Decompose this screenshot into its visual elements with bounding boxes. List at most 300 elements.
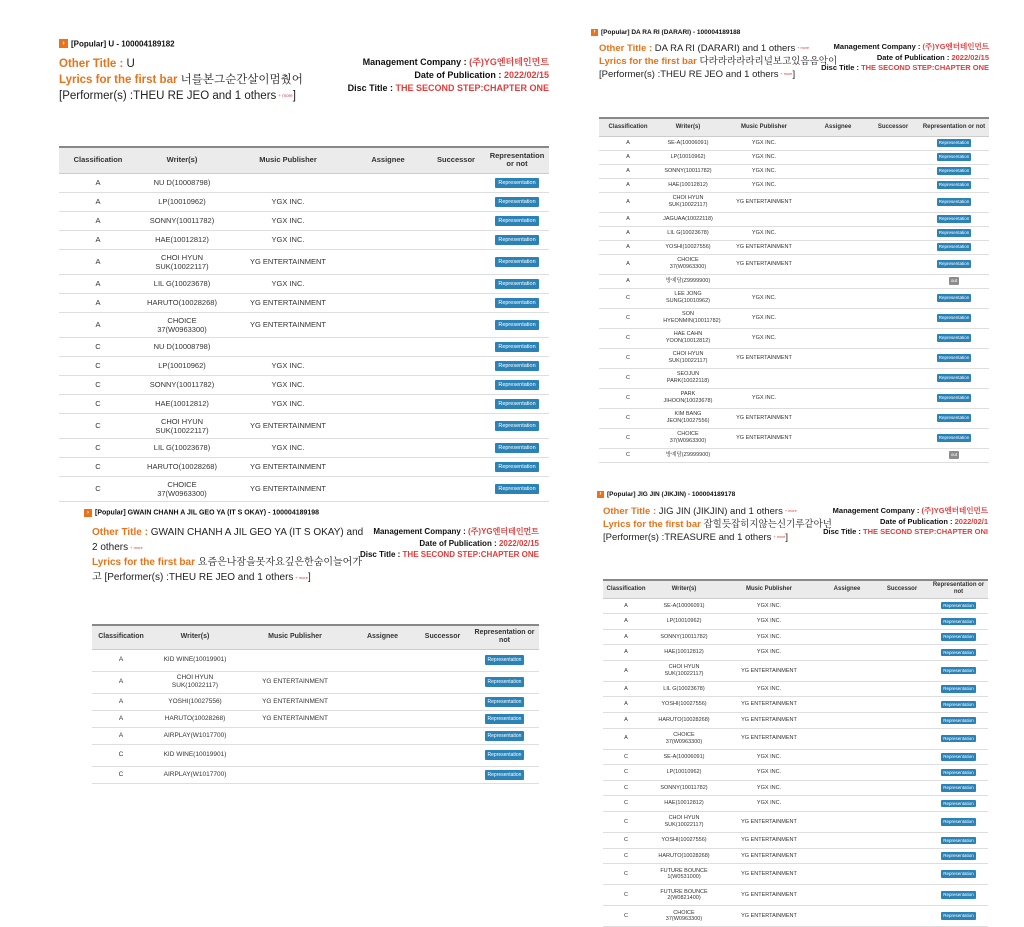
representation-cell [929, 629, 988, 645]
representation-cell [919, 368, 989, 388]
writers-header: Writer(s) [150, 625, 240, 649]
representation-button[interactable]: Representation [943, 819, 974, 825]
writer-cell [657, 328, 719, 348]
assignee-cell [819, 728, 875, 749]
other-title-more-link[interactable]: + more [784, 509, 797, 513]
successor-cell [415, 671, 470, 693]
representation-cell [929, 749, 988, 765]
representation-button[interactable]: Representation [495, 178, 538, 189]
lyrics-value: 요즘은나잠을못자요깊은한숨이늘어가고 [92, 557, 363, 584]
publisher-cell [240, 744, 350, 766]
representation-cell [929, 833, 988, 849]
date-value: 2022/02/15 [503, 70, 549, 80]
representation-cell [929, 697, 988, 713]
publisher-cell [240, 727, 350, 744]
table-row [59, 375, 549, 394]
classification-cell: C [599, 428, 657, 448]
successor-cell [875, 885, 929, 906]
lyrics-line [92, 555, 367, 585]
publisher-cell: YG ENTERTAINMENT [719, 728, 819, 749]
classification-cell: A [59, 274, 137, 293]
representation-button[interactable]: Representation [495, 484, 538, 495]
song-panel-darari [591, 29, 989, 474]
disc-value: THE SECOND STEP:CHAPTER ONE [402, 550, 539, 559]
writer-cell [150, 744, 240, 766]
representation-button[interactable]: Representation [495, 443, 538, 454]
classification-cell: A [599, 178, 657, 192]
successor-cell [427, 249, 485, 274]
representation-button[interactable]: Representation [943, 701, 974, 707]
date-label: Date of Publication : [419, 538, 497, 548]
other-title-value: JIG JIN (JIKJIN) and 1 others [658, 506, 783, 518]
representation-button[interactable]: Representation [943, 686, 974, 692]
representation-button[interactable]: Representation [943, 800, 974, 806]
performer-close: ] [307, 572, 311, 584]
table-row [603, 812, 988, 833]
representation-button[interactable]: Representation [485, 697, 525, 707]
writer-name: CHOI HYUN SUK(10022117) [664, 664, 704, 677]
representation-button[interactable]: Representation [495, 320, 538, 331]
song-info [599, 42, 837, 81]
representation-button[interactable]: Representation [485, 731, 525, 741]
writer-name: FUTURE BOUNCE 2(W0821400) [660, 888, 708, 902]
representation-button[interactable]: Representation [943, 735, 974, 741]
representation-cell [919, 178, 989, 192]
breadcrumb[interactable] [591, 29, 740, 36]
breadcrumb[interactable] [597, 491, 735, 498]
table-row [599, 164, 989, 178]
successor-cell [875, 681, 929, 697]
assignee-cell [809, 348, 867, 368]
representation-button[interactable]: Representation [943, 769, 974, 775]
writer-cell: LP(10010962) [649, 765, 719, 781]
assignee-cell [819, 629, 875, 645]
writer-cell [657, 192, 719, 212]
writer-cell [649, 906, 719, 927]
publisher-cell: YGX INC. [719, 681, 819, 697]
out-badge[interactable]: out [950, 452, 958, 458]
representation-button[interactable]: Representation [943, 892, 974, 898]
other-title-value: DA RA RI (DARARI) and 1 others [654, 43, 796, 55]
representation-cell [919, 448, 989, 462]
writer-cell: HARUTO(10028268) [649, 713, 719, 729]
assignee-cell [349, 337, 427, 356]
management-company [823, 506, 988, 517]
assignee-cell [809, 212, 867, 226]
representation-button[interactable]: Representation [943, 785, 974, 791]
representation-cell [470, 649, 539, 671]
lyrics-value: 너를본그순간살이멈췄어 [180, 74, 303, 86]
assignee-cell [349, 173, 427, 192]
representation-button[interactable]: Representation [938, 395, 970, 401]
classification-cell: A [603, 645, 649, 661]
performer-more-link[interactable]: + more [780, 72, 793, 77]
publisher-cell: YG ENTERTAINMENT [227, 457, 349, 476]
representation-button[interactable]: Representation [938, 261, 970, 267]
representation-cell [929, 681, 988, 697]
representation-button[interactable]: Representation [495, 342, 538, 353]
publisher-cell: YG ENTERTAINMENT [719, 713, 819, 729]
successor-cell [867, 212, 919, 226]
representation-button[interactable]: Representation [495, 216, 538, 227]
representation-cell [929, 864, 988, 885]
management-company [360, 526, 539, 538]
assignee-cell [819, 681, 875, 697]
successor-cell [415, 710, 470, 727]
management-company [348, 56, 549, 69]
successor-cell [875, 906, 929, 927]
representation-header: Representation or not [485, 147, 549, 173]
table-row [92, 693, 539, 710]
other-title-more-link[interactable]: + more [797, 46, 810, 50]
successor-cell [427, 413, 485, 438]
representation-cell [919, 288, 989, 308]
representation-button[interactable]: Representation [943, 853, 974, 859]
out-badge[interactable]: out [950, 278, 958, 284]
representation-button[interactable]: Representation [485, 677, 525, 687]
performer-more-link[interactable]: + more [278, 93, 293, 98]
assignee-cell [809, 164, 867, 178]
classification-cell: A [603, 629, 649, 645]
representation-button[interactable]: Representation [938, 154, 970, 160]
performer-more-link[interactable]: + more [295, 575, 308, 581]
publisher-cell: YGX INC. [227, 230, 349, 249]
publisher-cell: YGX INC. [719, 328, 809, 348]
representation-button[interactable]: Representation [495, 462, 538, 473]
representation-cell [929, 728, 988, 749]
lyrics-label: Lyrics for the first bar [92, 557, 195, 569]
writer-cell: LIL G(10023678) [649, 681, 719, 697]
successor-header: Successor [415, 625, 470, 649]
disc-value: THE SECOND STEP:CHAPTER ONE [395, 83, 549, 93]
successor-header: Successor [867, 118, 919, 136]
representation-cell [485, 249, 549, 274]
publisher-cell: YG ENTERTAINMENT [240, 671, 350, 693]
classification-cell: C [603, 765, 649, 781]
representation-button[interactable]: Representation [938, 295, 970, 301]
classification-cell: C [92, 766, 150, 783]
representation-cell [919, 388, 989, 408]
representation-button[interactable]: Representation [938, 140, 970, 146]
representation-cell [919, 254, 989, 274]
assignee-cell [349, 457, 427, 476]
writer-cell: SE-A(10006091) [657, 136, 719, 150]
table-row [603, 906, 988, 927]
other-title-value: U [126, 58, 135, 70]
classification-cell: A [59, 312, 137, 337]
successor-cell [427, 476, 485, 501]
representation-button[interactable]: Representation [943, 754, 974, 760]
performer-more-link[interactable]: + more [773, 535, 786, 540]
table-row [599, 368, 989, 388]
writer-cell [649, 660, 719, 681]
disc-label: Disc Title : [821, 63, 859, 72]
table-row [603, 598, 988, 614]
assignee-cell [350, 766, 415, 783]
assignee-cell [819, 885, 875, 906]
representation-button[interactable]: Representation [943, 603, 974, 608]
representation-button[interactable]: Representation [938, 355, 970, 361]
rights-table [599, 117, 989, 463]
representation-button[interactable]: Representation [943, 668, 974, 674]
representation-cell [485, 293, 549, 312]
representation-cell [470, 710, 539, 727]
breadcrumb[interactable] [84, 509, 319, 517]
representation-cell [485, 375, 549, 394]
song-panel-its-okay [84, 509, 539, 778]
writer-name: PARK JIHOON(10023678) [663, 391, 713, 404]
classification-cell: C [603, 864, 649, 885]
writer-cell [137, 476, 227, 501]
classification-cell: A [599, 274, 657, 288]
representation-cell [929, 614, 988, 630]
publisher-cell: YG ENTERTAINMENT [227, 249, 349, 274]
table-row [599, 448, 989, 462]
writer-cell: SONNY(10011782) [649, 780, 719, 796]
representation-cell [919, 150, 989, 164]
assignee-cell [819, 645, 875, 661]
representation-button[interactable]: Representation [938, 182, 970, 188]
table-row [59, 230, 549, 249]
assignee-cell [819, 765, 875, 781]
representation-button[interactable]: Representation [495, 257, 538, 268]
writer-cell: LIL G(10023678) [137, 274, 227, 293]
representation-button[interactable]: Representation [938, 375, 970, 381]
representation-button[interactable]: Representation [938, 335, 970, 341]
table-row [603, 645, 988, 661]
writer-name: KIM BANG JEON(10027556) [666, 411, 710, 424]
representation-cell [919, 408, 989, 428]
table-row [599, 212, 989, 226]
writer-cell: LIL G(10023678) [657, 226, 719, 240]
table-row [603, 614, 988, 630]
mgmt-label: Management Company : [373, 527, 466, 536]
representation-button[interactable]: Representation [943, 618, 974, 624]
assignee-cell [349, 211, 427, 230]
representation-cell [485, 230, 549, 249]
writer-cell: SONNY(10011782) [137, 375, 227, 394]
mgmt-label: Management Company : [362, 57, 467, 67]
assignee-cell [349, 230, 427, 249]
assignee-cell [350, 693, 415, 710]
representation-cell [929, 796, 988, 812]
assignee-cell [350, 671, 415, 693]
successor-cell [875, 848, 929, 864]
representation-cell [470, 744, 539, 766]
representation-button[interactable]: Representation [495, 421, 538, 432]
representation-header: Representation or not [919, 118, 989, 136]
successor-cell [867, 226, 919, 240]
representation-cell [929, 780, 988, 796]
representation-button[interactable]: Representation [495, 235, 538, 246]
writer-name: CHOICE 37(W0963300) [665, 909, 703, 923]
assignee-cell [819, 749, 875, 765]
classification-cell: A [603, 660, 649, 681]
writer-name: CHOICE 37(W0963300) [157, 315, 207, 334]
successor-cell [867, 308, 919, 328]
successor-cell [875, 765, 929, 781]
representation-button[interactable]: Representation [495, 298, 538, 309]
representation-cell [485, 438, 549, 457]
representation-button[interactable]: Representation [495, 380, 538, 391]
successor-cell [427, 230, 485, 249]
representation-cell [929, 906, 988, 927]
publisher-cell: YGX INC. [719, 614, 819, 630]
table-row [599, 288, 989, 308]
breadcrumb-title: [Popular] GWAIN CHANH A JIL GEO YA (IT S OKAY) - 100004189198 [95, 509, 320, 517]
other-title-more-link[interactable]: + more [130, 545, 143, 550]
representation-button[interactable]: Representation [495, 361, 538, 372]
successor-cell [867, 368, 919, 388]
representation-button[interactable]: Representation [938, 244, 970, 250]
representation-button[interactable]: Representation [943, 717, 974, 723]
assignee-cell [819, 812, 875, 833]
representation-button[interactable]: Representation [485, 750, 525, 760]
publisher-cell: YGX INC. [719, 629, 819, 645]
performer-close: ] [792, 69, 796, 81]
successor-cell [415, 649, 470, 671]
successor-cell [427, 312, 485, 337]
writer-name: KID WINE(10019901) [163, 751, 227, 759]
table-row [599, 308, 989, 328]
representation-button[interactable]: Representation [938, 315, 970, 321]
publisher-cell: YGX INC. [719, 178, 809, 192]
representation-button[interactable]: Representation [943, 837, 974, 843]
classification-cell: A [92, 671, 150, 693]
table-row [603, 629, 988, 645]
representation-cell [929, 713, 988, 729]
writers-header: Writer(s) [657, 118, 719, 136]
assignee-cell [350, 727, 415, 744]
representation-button[interactable]: Representation [938, 168, 970, 174]
breadcrumb[interactable] [59, 39, 175, 48]
disc-label: Disc Title : [823, 527, 861, 536]
successor-cell [875, 749, 929, 765]
song-meta [821, 42, 989, 74]
representation-cell [929, 885, 988, 906]
classification-cell: C [59, 476, 137, 501]
classification-cell: C [59, 413, 137, 438]
publisher-cell [227, 337, 349, 356]
representation-cell [470, 727, 539, 744]
writer-cell: YOSHI(10027556) [649, 697, 719, 713]
representation-button[interactable]: Representation [495, 399, 538, 410]
classification-cell: A [603, 728, 649, 749]
representation-button[interactable]: Representation [938, 230, 970, 236]
classification-cell: A [603, 614, 649, 630]
representation-cell [485, 173, 549, 192]
representation-button[interactable]: Representation [485, 655, 525, 665]
representation-button[interactable]: Representation [943, 871, 974, 877]
classification-cell: C [603, 749, 649, 765]
song-meta [823, 506, 988, 538]
disc-value: THE SECOND STEP:CHAPTER ONE [861, 63, 989, 72]
writer-cell: LIL G(10023678) [137, 438, 227, 457]
table-row [92, 727, 539, 744]
assignee-cell [819, 796, 875, 812]
successor-cell [427, 211, 485, 230]
successor-cell [415, 766, 470, 783]
performer-value: [Performer(s) :THEU RE JEO and 1 others [59, 90, 277, 103]
successor-cell [875, 812, 929, 833]
classification-cell: A [92, 693, 150, 710]
assignee-cell [350, 710, 415, 727]
writer-cell [657, 308, 719, 328]
classification-cell: C [599, 368, 657, 388]
assignee-cell [809, 178, 867, 192]
classification-cell: A [603, 681, 649, 697]
representation-button[interactable]: Representation [495, 279, 538, 290]
classification-cell: C [603, 796, 649, 812]
assignee-cell [819, 906, 875, 927]
representation-button[interactable]: Representation [943, 649, 974, 655]
publisher-header: Music Publisher [240, 625, 350, 649]
publisher-cell: YG ENTERTAINMENT [719, 885, 819, 906]
representation-button[interactable]: Representation [943, 634, 974, 640]
table-row [59, 438, 549, 457]
publisher-cell: YG ENTERTAINMENT [719, 408, 809, 428]
representation-button[interactable]: Representation [938, 415, 970, 421]
performer-value: [Performer(s) :THEU RE JEO and 1 others [104, 572, 294, 584]
publisher-header: Music Publisher [719, 118, 809, 136]
classification-cell: C [603, 885, 649, 906]
writer-name: CHOI HYUN SUK(10022117) [668, 195, 708, 208]
representation-cell [485, 413, 549, 438]
successor-header: Successor [875, 580, 929, 598]
assignee-header: Assignee [809, 118, 867, 136]
representation-cell [470, 671, 539, 693]
representation-button[interactable]: Representation [938, 199, 970, 205]
table-row [59, 211, 549, 230]
table-row [599, 226, 989, 240]
assignee-cell [819, 780, 875, 796]
representation-cell [919, 212, 989, 226]
table-row [599, 274, 989, 288]
writer-name: HAE CAHN YOON(10012812) [665, 331, 711, 344]
representation-button[interactable]: Representation [943, 913, 974, 919]
writer-cell: LP(10010962) [649, 614, 719, 630]
successor-cell [875, 833, 929, 849]
representation-button[interactable]: Representation [485, 714, 525, 724]
successor-cell [875, 598, 929, 614]
representation-cell [485, 274, 549, 293]
assignee-header: Assignee [819, 580, 875, 598]
publication-date [360, 538, 539, 550]
representation-cell [919, 328, 989, 348]
successor-cell [867, 408, 919, 428]
publisher-cell: YG ENTERTAINMENT [227, 312, 349, 337]
successor-cell [415, 693, 470, 710]
successor-cell [427, 438, 485, 457]
representation-button[interactable]: Representation [938, 216, 970, 222]
performer-line [59, 88, 303, 104]
writer-cell [137, 413, 227, 438]
representation-button[interactable]: Representation [938, 435, 970, 441]
representation-button[interactable]: Representation [485, 770, 525, 780]
successor-cell [867, 254, 919, 274]
writer-cell: NU D(10008798) [137, 173, 227, 192]
representation-button[interactable]: Representation [495, 197, 538, 208]
table-row [92, 649, 539, 671]
successor-cell [427, 293, 485, 312]
successor-cell [867, 348, 919, 368]
classification-cell: C [603, 833, 649, 849]
representation-cell [485, 457, 549, 476]
writers-header: Writer(s) [649, 580, 719, 598]
representation-cell [929, 848, 988, 864]
writer-cell [137, 312, 227, 337]
publisher-cell [227, 173, 349, 192]
